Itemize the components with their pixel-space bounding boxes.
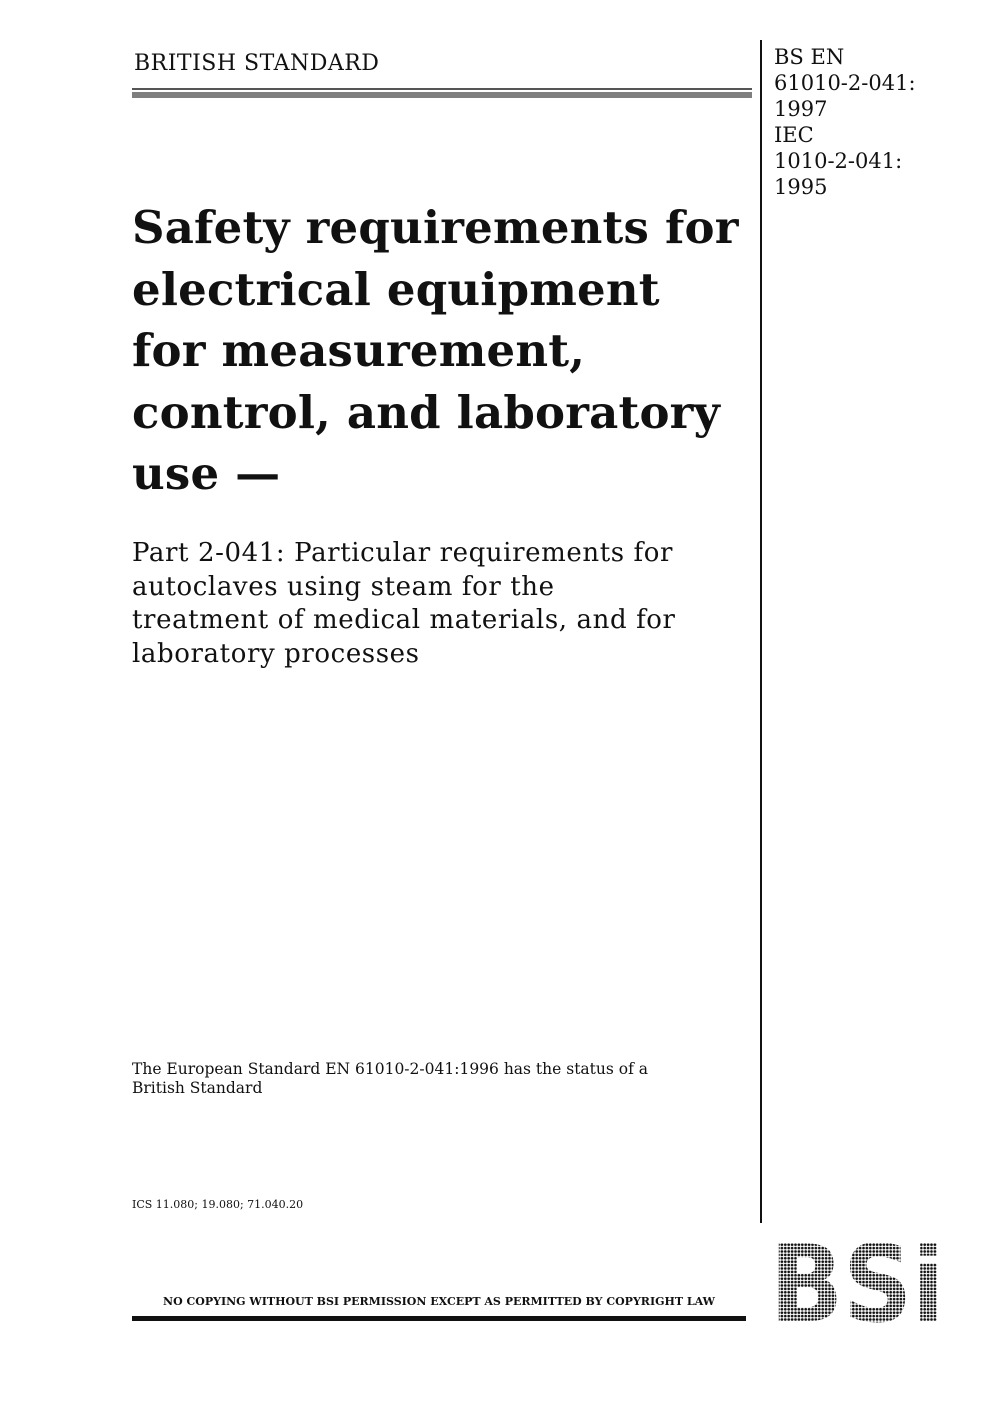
document-subtitle [132, 537, 752, 671]
subtitle-line: autoclaves using steam for the [132, 571, 555, 602]
bottom-rule [132, 1316, 746, 1321]
subtitle-line: treatment of medical materials, and for [132, 605, 676, 635]
bsi-logo-icon [770, 1243, 945, 1323]
standard-number-line: 61010-2-041: [774, 71, 916, 95]
standard-numbers [774, 44, 916, 200]
document-title [132, 197, 752, 505]
standard-number-line: BS EN [774, 45, 845, 69]
subtitle-line: laboratory processes [132, 638, 420, 669]
header-label: BRITISH STANDARD [134, 51, 380, 76]
title-line: control, and laboratory [132, 385, 720, 439]
ics-codes: ICS 11.080; 19.080; 71.040.20 [132, 1198, 304, 1211]
standard-number-line: 1010-2-041: [774, 149, 903, 173]
title-line: Safety requirements for [132, 201, 739, 254]
status-note [132, 1060, 648, 1098]
vertical-divider [760, 40, 762, 1223]
subtitle-line: Part 2-041: Particular requirements for [132, 538, 674, 568]
title-line: for measurement, [132, 324, 586, 378]
header-rule-thin [132, 88, 752, 90]
standard-number-line: 1997 [774, 97, 828, 121]
title-line: use — [132, 447, 281, 501]
title-line: electrical equipment [132, 262, 660, 316]
status-note-line: British Standard [132, 1079, 263, 1097]
header-rule-thick [132, 92, 752, 98]
status-note-line: The European Standard EN 61010-2-041:1996 has the status of a [132, 1060, 648, 1078]
copyright-notice: NO COPYING WITHOUT BSI PERMISSION EXCEPT AS PERMITTED BY COPYRIGHT LAW [163, 1295, 715, 1308]
standard-number-line: 1995 [774, 175, 828, 199]
standard-number-line: IEC [774, 123, 814, 147]
